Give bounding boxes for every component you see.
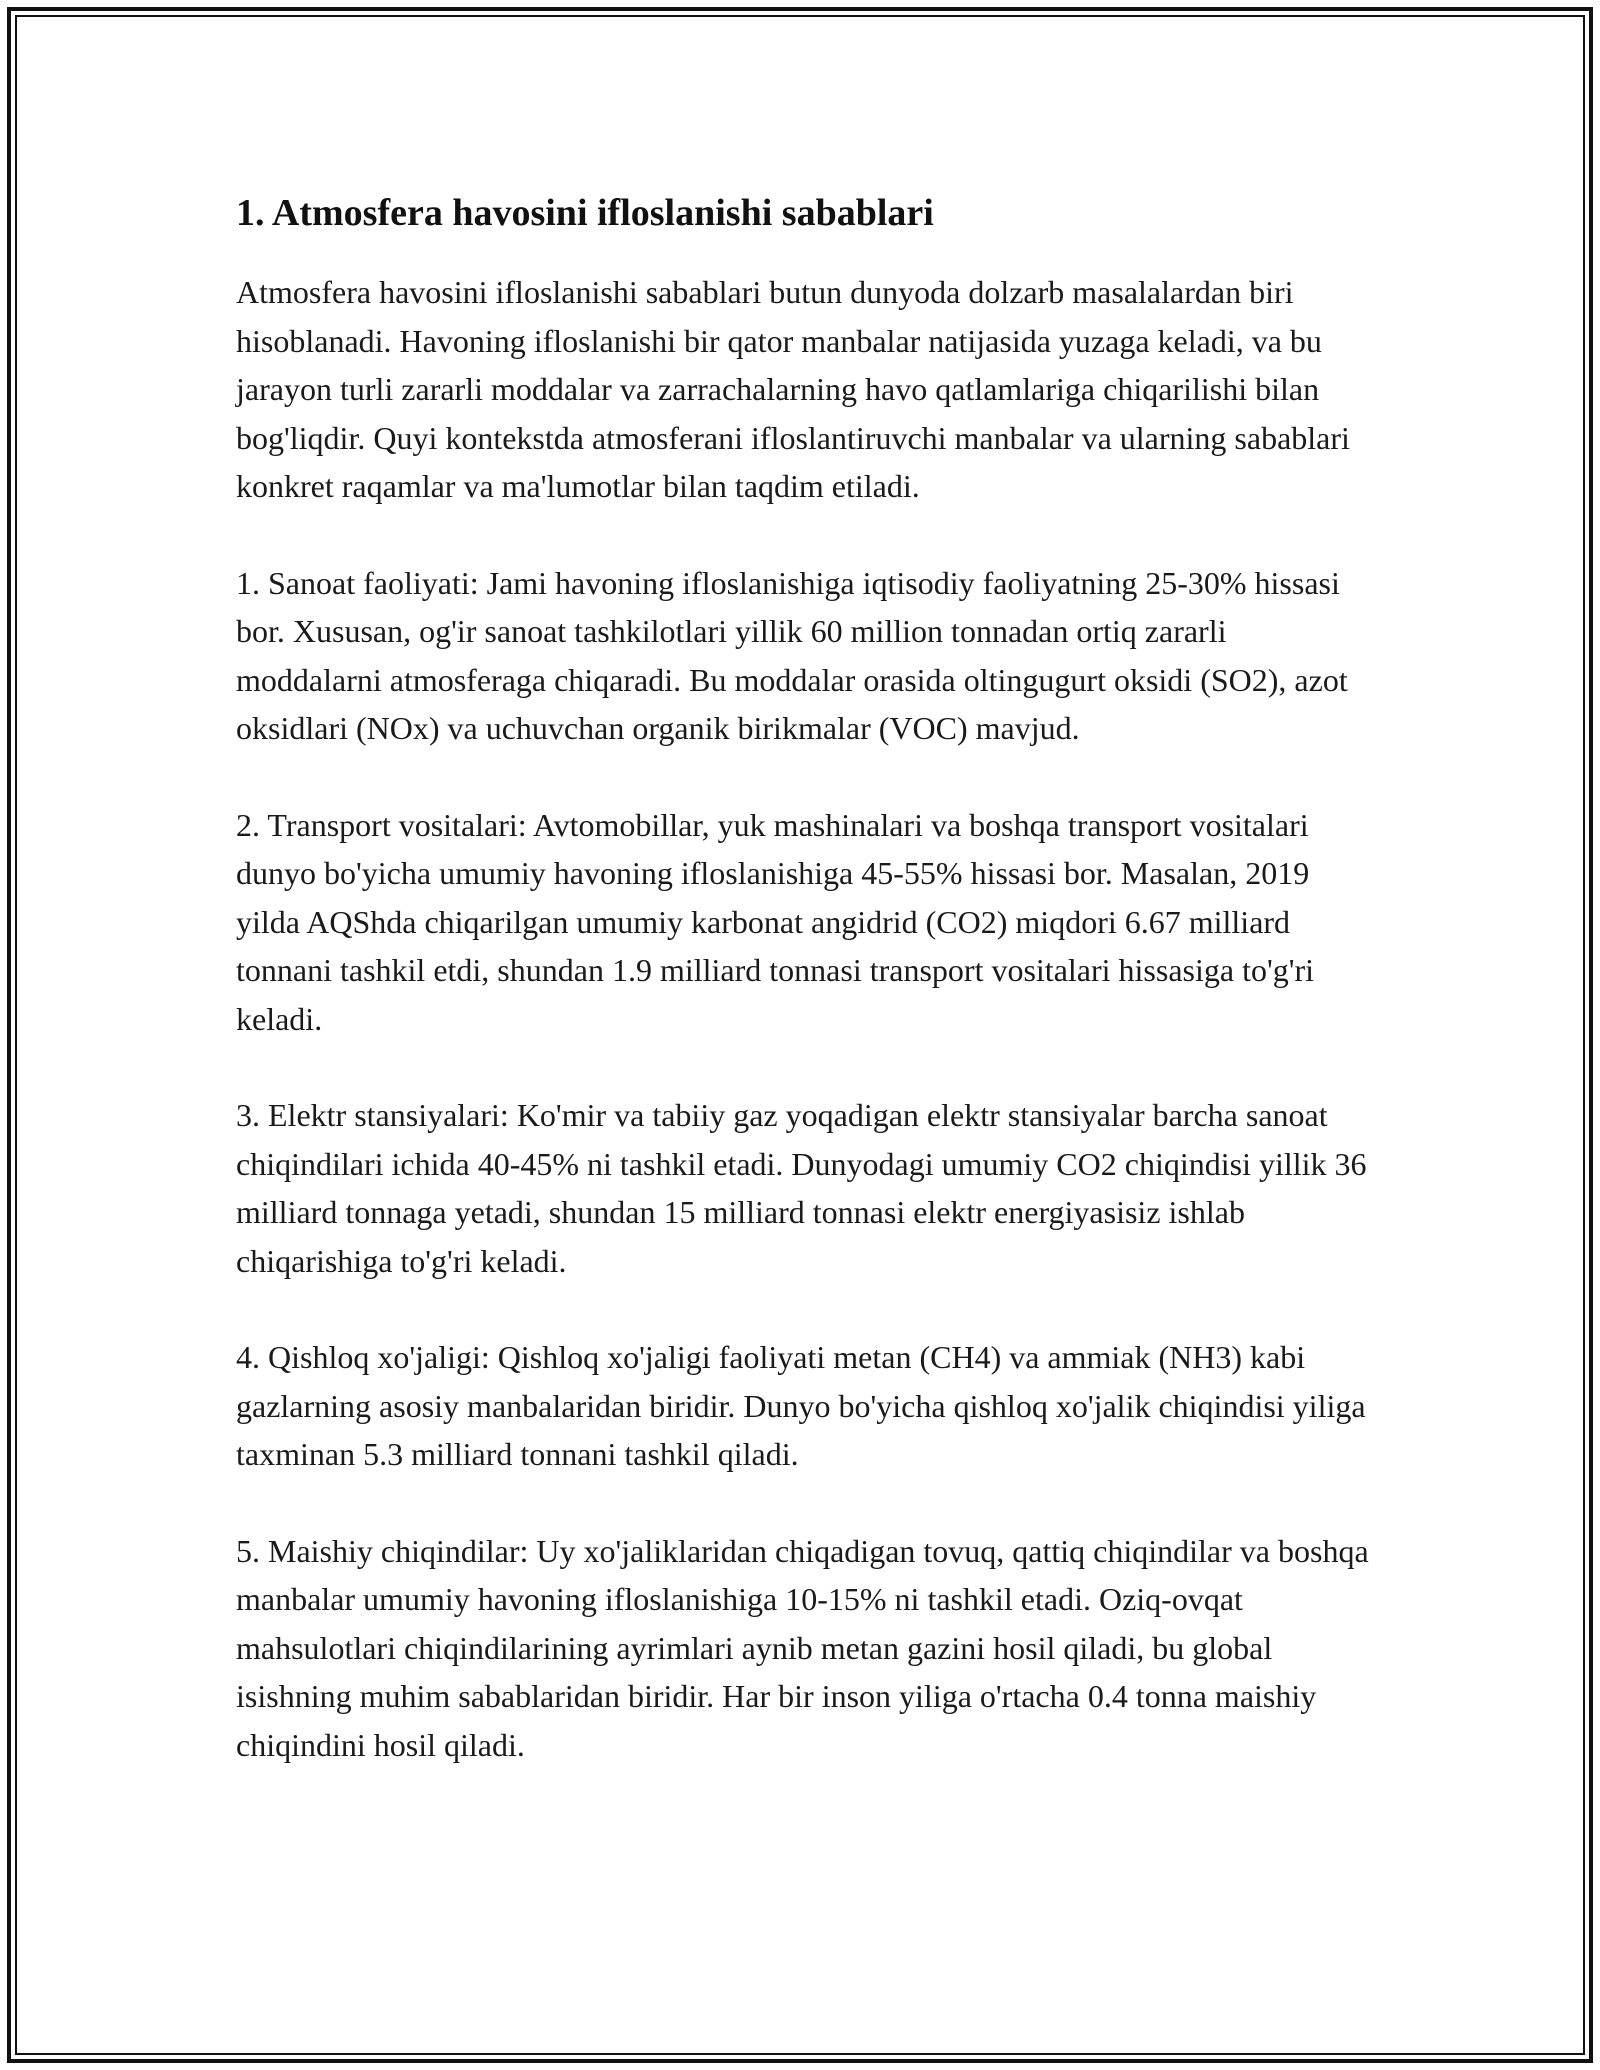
document-title: 1. Atmosfera havosini ifloslanishi sabablari (236, 192, 934, 234)
paragraph-household-waste: 5. Maishiy chiqindilar: Uy xo'jaliklaridan chiqadigan tovuq, qattiq chiqindilar va boshqa manbalar umumiy havoning ifloslanishiga 10-15% ni tashkil etadi. Oziq-ovqat mahsulotlari chiqindilarining ayrimlari aynib metan gazini hosil qiladi, bu global isishning muhim sabablaridan biridir. Har bir inson yiliga o'rtacha 0.4 tonna maishiy chiqindini hosil qiladi. (236, 1532, 1369, 1763)
paragraph-agriculture: 4. Qishloq xo'jaligi: Qishloq xo'jaligi faoliyati metan (CH4) va ammiak (NH3) kabi gazlarning asosiy manbalaridan biridir. Dunyo bo'yicha qishloq xo'jalik chiqindisi yiliga taxminan 5.3 milliard tonnani tashkil qiladi. (236, 1339, 1366, 1472)
paragraph-power-plants: 3. Elektr stansiyalari: Ko'mir va tabiiy gaz yoqadigan elektr stansiyalar barcha sanoat chiqindilari ichida 40-45% ni tashkil etadi. Dunyodagi umumiy CO2 chiqindisi yillik 36 milliard tonnaga yetadi, shundan 15 milliard tonnasi elektr energiyasisiz ishlab chiqarishiga to'g'ri keladi. (236, 1097, 1367, 1279)
document-body (236, 188, 1376, 1769)
paragraph-industry: 1. Sanoat faoliyati: Jami havoning ifloslanishiga iqtisodiy faoliyatning 25-30% hissasi bor. Xususan, og'ir sanoat tashkilotlari yillik 60 million tonnadan ortiq zararli moddalarni atmosferaga chiqaradi. Bu moddalar orasida oltingugurt oksidi (SO2), azot oksidlari (NOx) va uchuvchan organik birikmalar (VOC) mavjud. (236, 564, 1348, 746)
paragraph-intro: Atmosfera havosini ifloslanishi sabablari butun dunyoda dolzarb masalalardan biri hisoblanadi. Havoning ifloslanishi bir qator manbalar natijasida yuzaga keladi, va bu jarayon turli zararli moddalar va zarrachalarning havo qatlamlariga chiqarilishi bilan bog'liqdir. Quyi kontekstda atmosferani ifloslantiruvchi manbalar va ularning sabablari konkret raqamlar va ma'lumotlar bilan taqdim etiladi. (236, 274, 1350, 504)
paragraph-transport: 2. Transport vositalari: Avtomobillar, yuk mashinalari va boshqa transport vositalari dunyo bo'yicha umumiy havoning ifloslanishiga 45-55% hissasi bor. Masalan, 2019 yilda AQShda chiqarilgan umumiy karbonat angidrid (CO2) miqdori 6.67 milliard tonnani tashkil etdi, shundan 1.9 milliard tonnasi transport vositalari hissasiga to'g'ri keladi. (236, 806, 1315, 1037)
